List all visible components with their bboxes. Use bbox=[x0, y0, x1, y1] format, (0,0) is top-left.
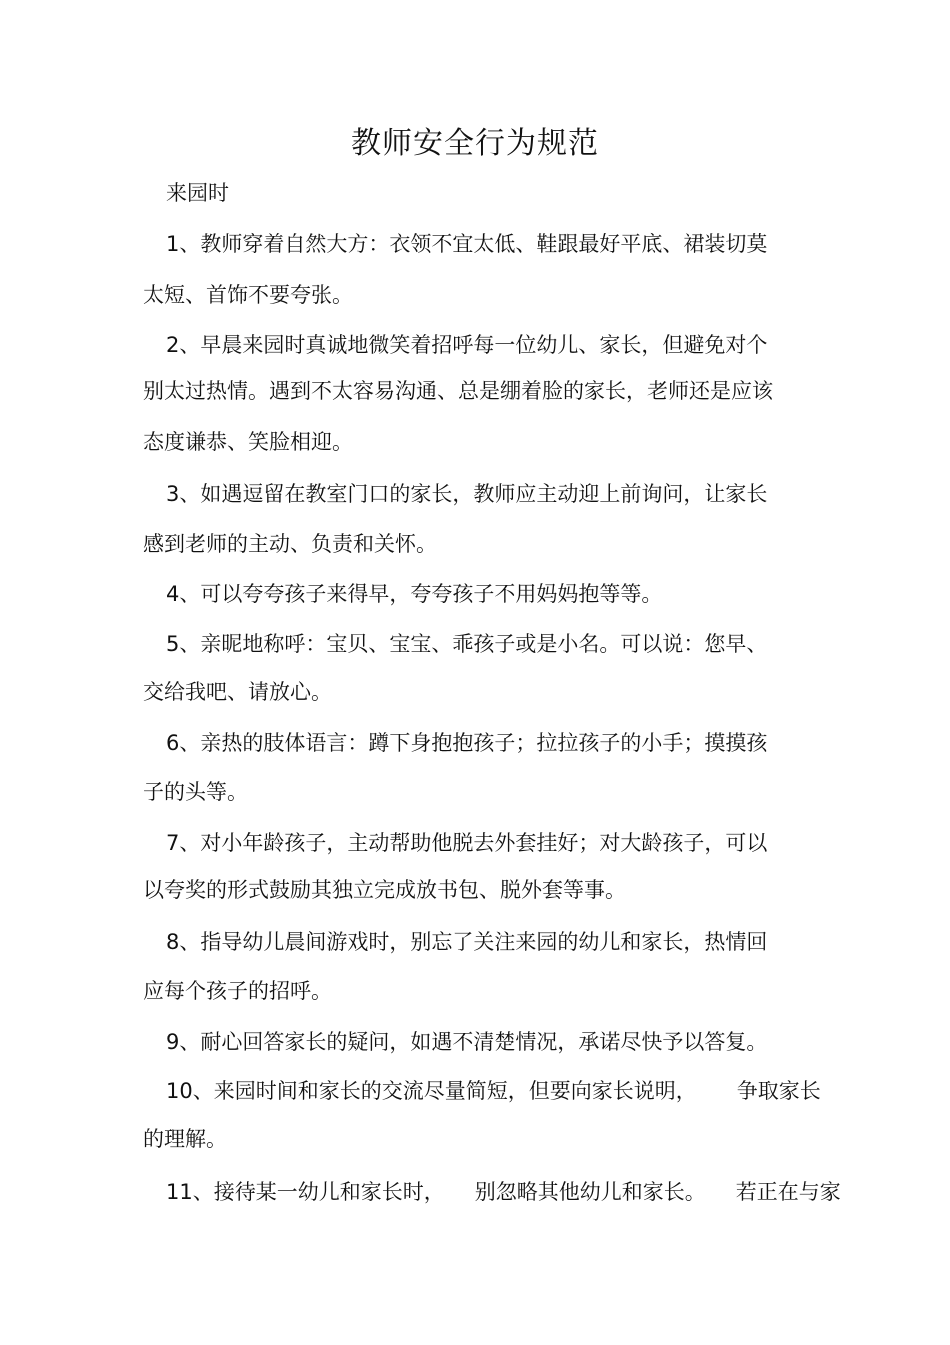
paragraph-line: 6、亲热的肢体语言：蹲下身抱抱孩子；拉拉孩子的小手；摸摸孩 bbox=[166, 731, 768, 755]
paragraph-segment: 争取家长 bbox=[736, 1079, 821, 1103]
paragraph-line: 应每个孩子的招呼。 bbox=[143, 979, 332, 1003]
document-title: 教师安全行为规范 bbox=[351, 126, 599, 161]
paragraph-line: 7、对小年龄孩子，主动帮助他脱去外套挂好；对大龄孩子，可以 bbox=[166, 831, 768, 855]
paragraph-line: 别太过热情。遇到不太容易沟通、总是绷着脸的家长，老师还是应该 bbox=[143, 379, 773, 403]
paragraph-line: 太短、首饰不要夸张。 bbox=[143, 283, 353, 307]
paragraph-segment: 10、来园时间和家长的交流尽量简短，但要向家长说明， bbox=[166, 1079, 697, 1103]
paragraph-segment: 别忽略其他幼儿和家长。 bbox=[474, 1180, 706, 1204]
paragraph-segment: 若正在与家 bbox=[735, 1180, 841, 1204]
paragraph-line: 以夸奖的形式鼓励其独立完成放书包、脱外套等事。 bbox=[143, 878, 626, 902]
paragraph-line: 2、早晨来园时真诚地微笑着招呼每一位幼儿、家长，但避免对个 bbox=[166, 333, 768, 357]
paragraph-line bbox=[166, 1178, 841, 1206]
paragraph-line: 9、耐心回答家长的疑问，如遇不清楚情况，承诺尽快予以答复。 bbox=[166, 1030, 768, 1054]
paragraph-line: 感到老师的主动、负责和关怀。 bbox=[143, 532, 437, 556]
paragraph-line bbox=[166, 1077, 821, 1105]
paragraph-line: 交给我吧、请放心。 bbox=[143, 680, 332, 704]
paragraph-segment: 11、接待某一幼儿和家长时， bbox=[166, 1180, 445, 1204]
paragraph-line: 的理解。 bbox=[143, 1127, 227, 1151]
paragraph-line: 1、教师穿着自然大方：衣领不宜太低、鞋跟最好平底、裙装切莫 bbox=[166, 232, 768, 256]
paragraph-line: 4、可以夸夸孩子来得早，夸夸孩子不用妈妈抱等等。 bbox=[166, 582, 663, 606]
paragraph-line: 态度谦恭、笑脸相迎。 bbox=[143, 430, 353, 454]
paragraph-line: 3、如遇逗留在教室门口的家长，教师应主动迎上前询问，让家长 bbox=[166, 482, 768, 506]
section-heading: 来园时 bbox=[166, 181, 229, 205]
paragraph-line: 5、亲昵地称呼：宝贝、宝宝、乖孩子或是小名。可以说：您早、 bbox=[166, 632, 768, 656]
paragraph-line: 子的头等。 bbox=[143, 780, 248, 804]
paragraph-line: 8、指导幼儿晨间游戏时，别忘了关注来园的幼儿和家长，热情回 bbox=[166, 930, 768, 954]
